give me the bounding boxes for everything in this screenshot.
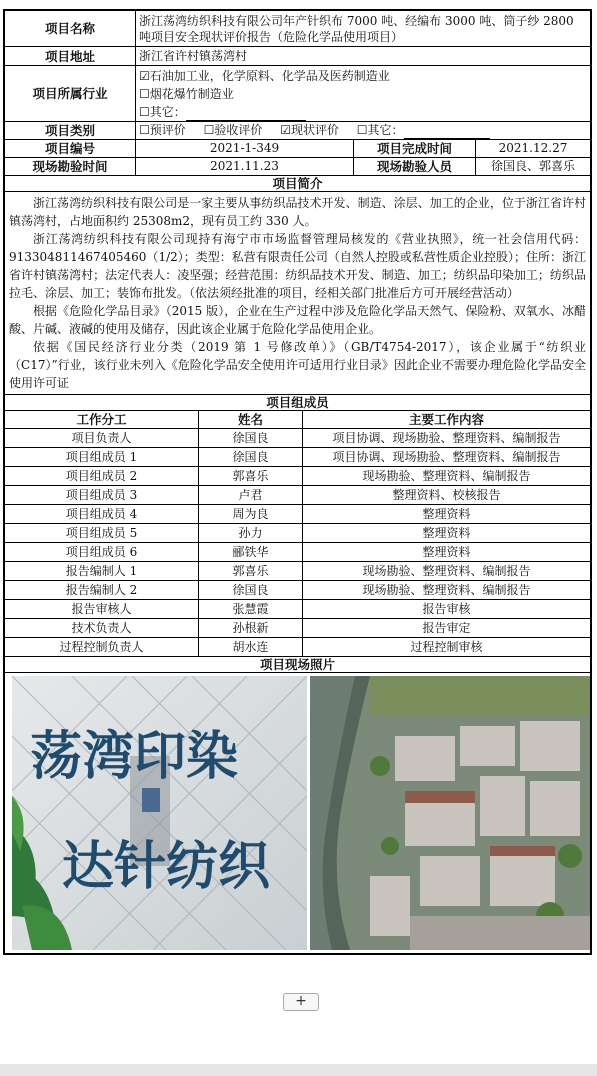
member-row xyxy=(5,562,591,581)
industry-option-chemical: ☑石油加工业，化学原料、化学品及医药制造业 xyxy=(139,68,390,83)
members-rows xyxy=(5,429,591,657)
member-role: 报告审核人 xyxy=(5,600,199,619)
fill-line xyxy=(186,108,306,121)
intro-paragraph-4: 依据《国民经济行业分类（2019 第 1 号修改单）》（GB/T4754-2017），该企业属于“纺织业（C17）”行业，该行业未列入《危险化学品安全使用许可适用行业目录》因此企业不需要办理危险化学品安全使用许可证 xyxy=(9,340,586,390)
member-name: 郭喜乐 xyxy=(199,467,303,486)
intro-paragraph-3: 根据《危险化学品目录》（2015 版），企业在生产过程中涉及危险化学品天然气、保险粉、双氧水、冰醋酸、片碱、液碱的使用及储存，因此该企业属于危险化学品使用企业。 xyxy=(9,304,586,336)
member-row xyxy=(5,638,591,657)
member-work: 过程控制审核 xyxy=(303,638,591,657)
member-row xyxy=(5,524,591,543)
photos-cell xyxy=(5,673,591,954)
member-row xyxy=(5,543,591,562)
project-code-label: 项目编号 xyxy=(5,140,136,158)
fill-line xyxy=(404,126,490,139)
member-role: 项目组成员 3 xyxy=(5,486,199,505)
member-name: 徐国良 xyxy=(199,448,303,467)
intro-paragraph-1: 浙江荡湾纺织科技有限公司是一家主要从事纺织品技术开发、制造、涂层、加工的企业，位于浙江省许村镇荡湾村，占地面积约 25308m2，现有员工约 330 人。 xyxy=(9,196,586,228)
member-work: 现场勘验、整理资料、编制报告 xyxy=(303,467,591,486)
members-header-work: 主要工作内容 xyxy=(303,411,591,429)
members-header-role: 工作分工 xyxy=(5,411,199,429)
finish-time-label: 项目完成时间 xyxy=(354,140,476,158)
member-role: 过程控制负责人 xyxy=(5,638,199,657)
member-row xyxy=(5,448,591,467)
member-row xyxy=(5,486,591,505)
member-work: 现场勘验、整理资料、编制报告 xyxy=(303,562,591,581)
member-work: 项目协调、现场勘验、整理资料、编制报告 xyxy=(303,448,591,467)
type-option-acceptance: ☐验收评价 xyxy=(203,123,263,137)
member-work: 报告审定 xyxy=(303,619,591,638)
report-document xyxy=(3,9,592,955)
project-address-value: 浙江省许村镇荡湾村 xyxy=(136,47,591,66)
project-address-label: 项目地址 xyxy=(5,47,136,66)
site-photo-aerial xyxy=(310,676,590,950)
industry-option-other-label: ☐其它： xyxy=(139,104,186,119)
member-work: 整理资料 xyxy=(303,505,591,524)
intro-body xyxy=(5,192,591,395)
member-row xyxy=(5,581,591,600)
member-row xyxy=(5,619,591,638)
survey-time-value: 2021.11.23 xyxy=(136,158,354,176)
members-table xyxy=(4,410,591,954)
member-name: 孙根新 xyxy=(199,619,303,638)
photos-title: 项目现场照片 xyxy=(5,657,591,673)
member-work: 现场勘验、整理资料、编制报告 xyxy=(303,581,591,600)
intro-title: 项目简介 xyxy=(5,176,591,192)
finish-time-value: 2021.12.27 xyxy=(476,140,591,158)
member-role: 报告编制人 1 xyxy=(5,562,199,581)
surveyor-label: 现场勘验人员 xyxy=(354,158,476,176)
member-name: 孙力 xyxy=(199,524,303,543)
project-code-value: 2021-1-349 xyxy=(136,140,354,158)
member-role: 项目组成员 4 xyxy=(5,505,199,524)
industry-options xyxy=(136,66,591,122)
member-name: 徐国良 xyxy=(199,429,303,448)
member-role: 项目负责人 xyxy=(5,429,199,448)
member-work: 整理资料 xyxy=(303,543,591,562)
project-name-value: 浙江荡湾纺织科技有限公司年产针织布 7000 吨、经编布 3000 吨、筒子纱 2800 吨项目安全现状评价报告（危险化学品使用项目） xyxy=(136,11,591,47)
sign-text-line2: 达针纺织 xyxy=(62,837,271,897)
member-role: 项目组成员 5 xyxy=(5,524,199,543)
member-role: 项目组成员 2 xyxy=(5,467,199,486)
member-work: 项目协调、现场勘验、整理资料、编制报告 xyxy=(303,429,591,448)
member-name: 周为良 xyxy=(199,505,303,524)
info-table xyxy=(4,10,591,411)
member-work: 整理资料 xyxy=(303,524,591,543)
site-photo-sign xyxy=(12,676,307,950)
expand-button[interactable]: + xyxy=(283,993,319,1011)
member-name: 卢君 xyxy=(199,486,303,505)
member-name: 郦铁华 xyxy=(199,543,303,562)
industry-option-other xyxy=(139,103,587,121)
industry-label: 项目所属行业 xyxy=(5,66,136,122)
project-type-options xyxy=(136,122,591,140)
member-name: 胡水连 xyxy=(199,638,303,657)
member-row xyxy=(5,505,591,524)
project-type-label: 项目类别 xyxy=(5,122,136,140)
survey-time-label: 现场勘验时间 xyxy=(5,158,136,176)
member-name: 郭喜乐 xyxy=(199,562,303,581)
member-name: 张慧霞 xyxy=(199,600,303,619)
member-name: 徐国良 xyxy=(199,581,303,600)
project-name-label: 项目名称 xyxy=(5,11,136,47)
intro-paragraph-2: 浙江荡湾纺织科技有限公司现持有海宁市市场监督管理局核发的《营业执照》，统一社会信用代码：913304811467405460（1/2）；类型：私营有限责任公司（自然人控股或私营性质企业控股）；住所：浙江省许村镇荡湾村；法定代表人：凌坚强；经营范围：纺织品技术开发、制造、加工；纺织品印染加工；纺织品拉毛、涂层、加工；装饰布批发。（依法须经批准的项目，经相关部门批准后方可开展经营活动） xyxy=(9,232,586,300)
member-row xyxy=(5,467,591,486)
type-option-pre: ☐预评价 xyxy=(139,123,186,137)
members-header-name: 姓名 xyxy=(199,411,303,429)
member-role: 项目组成员 6 xyxy=(5,543,199,562)
member-role: 报告编制人 2 xyxy=(5,581,199,600)
bottom-bar xyxy=(0,1064,597,1076)
sign-text-line1: 荡湾印染 xyxy=(30,727,239,787)
type-option-other: ☐其它： xyxy=(356,123,404,137)
member-role: 技术负责人 xyxy=(5,619,199,638)
member-work: 报告审核 xyxy=(303,600,591,619)
member-row xyxy=(5,429,591,448)
member-role: 项目组成员 1 xyxy=(5,448,199,467)
type-option-current: ☑现状评价 xyxy=(280,123,339,137)
surveyor-value: 徐国良、郭喜乐 xyxy=(476,158,591,176)
members-title: 项目组成员 xyxy=(5,395,591,411)
industry-option-fireworks: ☐烟花爆竹制造业 xyxy=(139,86,234,101)
member-row xyxy=(5,600,591,619)
member-work: 整理资料、校核报告 xyxy=(303,486,591,505)
